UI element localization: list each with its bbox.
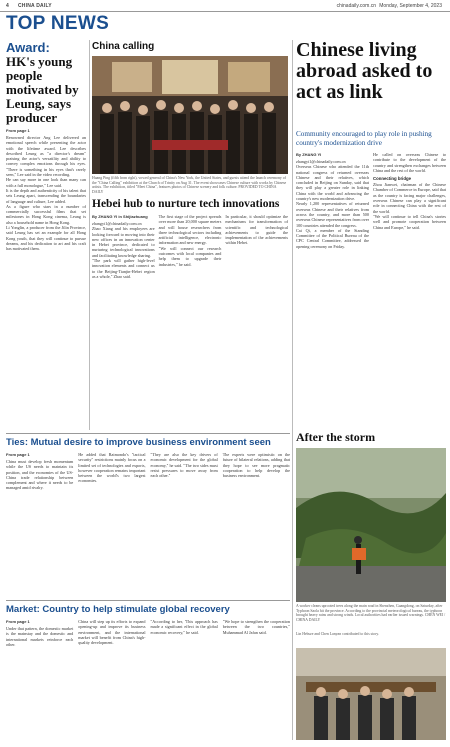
award-headline[interactable]: HK's young people motivated by Leung, says producer [6, 54, 79, 125]
award-paragraph: As a figure who stars in a number of commercially successful films that set milestones in Hong Kong cinema, Leung is also a household name in Hong Kong. [6, 203, 86, 225]
award-story [6, 40, 86, 252]
hebei-email[interactable]: zhangyi1@chinadaily.com.cn [92, 221, 142, 226]
section-rule [6, 433, 290, 434]
bottom-photo-caption: Lin Hebsze and Chen Lanyan contributed to this story. [296, 632, 379, 636]
site-url[interactable]: chinadaily.com.cn [336, 3, 376, 9]
hebei-paragraph: Zhao Xiang and his employees are looking forward to moving into their new offices in an innovation center in Hebei province, dedicated to nurturing technological innovations and facilitating knowledge sharing. [92, 226, 155, 258]
ties-paragraph: "They are also the key drivers of economic development for the global economy," he said. "The two sides must resist pressures to move away from each other." [150, 452, 218, 479]
overseas-subhead: Connecting bridge [373, 176, 411, 182]
award-byline: From page 1 [6, 128, 30, 133]
ties-paragraph: The experts were optimistic on the future of bilateral relations, adding that they hope to see more pragmatic cooperation to help develop the business environment. [222, 452, 290, 479]
overseas-headline[interactable]: Chinese living abroad asked to act as link [296, 39, 433, 103]
paper-name: CHINA DAILY [18, 3, 52, 9]
hebei-headline[interactable]: Hebei hub to nurture tech innovations [92, 198, 280, 210]
market-paragraph: "According to her, 'This approach has made a significant effect in the global economic recovery," he said. [150, 619, 218, 635]
award-paragraph: It is the depth and authenticity of his talent that sets Leung apart, transcending the boundaries of language and culture, Lee added. [6, 187, 86, 204]
after-storm-caption: A worker cleans uprooted trees along the main road in Shenzhen, Guangdong, on Saturday, after Typhoon Saola hit the province. According to the provincial meteorological bureau, the typhoon brought heavy rains and strong winds. Local authorities had earlier issued warnings. CHEN WEI / CHINA DAILY [296, 604, 446, 622]
overseas-paragraph: Overseas Chinese who attended the 11th national congress of returned overseas Chinese and their relatives, which concluded in Beijing on Sunday, said that they will play a greater role in linking China with the world and advancing the country's new modernization drive. [296, 164, 369, 202]
group-photo-illustration [92, 56, 288, 174]
hebei-paragraph: In particular, it should optimize the mechanisms for transformation of scientific and technological achievements to guide the implementation of the achievements within Hebei. [225, 214, 289, 246]
after-storm-photo[interactable] [296, 448, 446, 602]
china-calling-photo[interactable] [92, 56, 288, 174]
issue-date: Monday, September 4, 2023 [379, 3, 442, 9]
overseas-deck: Community encouraged to play role in pushing country's modernization drive [296, 130, 432, 147]
award-kicker: Award: [6, 40, 50, 55]
bottom-photo[interactable] [296, 648, 446, 740]
after-storm-tag: After the storm [296, 430, 376, 444]
hebei-paragraph: "We will connect our research outcomes with local companies and help them to upgrade their industries," he said. [158, 245, 222, 267]
china-calling-caption: Huang Ping (fifth from right), vowed general of China's New York, the United States, and guests attend the launch ceremony of the "China Calling" exhibition at the Church of Trinity on Aug 31. The event showcases Chinese culture with works by Chinese artists. The exhibition, titled "Meet China", features photos of Chinese scenery and folk culture. PROVIDED TO CHINA DAILY [92, 176, 287, 194]
conference-illustration [296, 648, 446, 740]
market-story [6, 619, 290, 647]
hebei-story [92, 214, 288, 279]
section-rule [6, 600, 290, 601]
award-paragraph: Renowned director Ang Lee delivered an emotional speech while presenting the actor with the lifetime award. Lee describes described Leung as "a director's dream" praising the actor's versatility and ability to convey complex emotions through his eyes. "There is something in his eyes that's rarely seen," Lee said in the video recording. [6, 135, 86, 178]
column-divider [89, 40, 90, 430]
overseas-paragraph: Nearly 1,200 representatives of returned overseas Chinese and their relatives from across the country, and more than 500 overseas Chinese representatives from over 100 countries attended the congress. [296, 201, 369, 228]
page-header [0, 0, 450, 12]
overseas-paragraph: "We will continue to tell China's stories well and promote cooperation between China and Europe," he said. [373, 213, 446, 230]
ties-byline: From page 1 [6, 452, 30, 457]
market-byline: From page 1 [6, 619, 30, 624]
market-headline[interactable]: Market: Country to help stimulate global recovery [6, 604, 230, 615]
overseas-paragraph: Cai Qi, a member of the Standing Committee of the Political Bureau of the CPC Central Committee, addressed the opening ceremony on Friday. [296, 227, 369, 249]
award-paragraph: He can say more in one look than many can with a full monologue," Lee said. [6, 177, 86, 188]
hebei-paragraph: "The park will gather high-level innovation elements and connect us to the Beijing-Tianjin-Hebei region as a whole," Zhao said. [92, 258, 155, 279]
storm-illustration [296, 448, 446, 602]
hebei-paragraph: The first stage of the project spreads over more than 20,000 square meters and will house researchers from three technological sectors including artificial intelligence, electronic information and new energy. [158, 214, 222, 246]
page-number: 4 [6, 3, 9, 9]
hebei-byline: By ZHANG YI in Shijiazhuang [92, 214, 148, 219]
market-paragraph: China will step up its efforts to expand opening-up and improve its business environment, and the international market will benefit from China's high-quality development. [78, 619, 146, 646]
overseas-story [296, 152, 446, 249]
ties-headline[interactable]: Ties: Mutual desire to improve business environment seen [6, 437, 271, 448]
overseas-paragraph: He called on overseas Chinese to contribute to the development of the country and strengthen exchanges between China and the rest of the world. [373, 152, 446, 173]
china-calling-tag: China calling [92, 41, 155, 52]
ties-paragraph: China must develop fresh momentum while the US needs to maintain its position, and the economies of the US-China trade relationship between complement and where it needs to be managed amid rivalry. [6, 459, 74, 491]
column-divider [292, 40, 293, 740]
ties-story [6, 452, 290, 491]
section-title: TOP NEWS [6, 13, 110, 34]
overseas-byline: By ZHANG YI [296, 152, 322, 157]
overseas-paragraph: Zhou Jianwei, chairman of the Chinese Chamber of Commerce in Europe, said that as the country is facing major challenges, overseas Chinese can play a significant role in connecting China with the rest of the world. [373, 182, 446, 214]
award-paragraph: Li Yonglin, a producer from the Jilin Province, said Leung has set an example for all Hong Kong youth, that they will continue to pursue dreams, and his dedication to art and his craft has motivated them. [6, 225, 86, 252]
overseas-email[interactable]: zhangyi1@chinadaily.com.cn [296, 159, 346, 164]
ties-paragraph: He added that Raimondo's "tactical security" restrictions mainly focus on a limited set of technologies and exports, however cooperation remains important between the world's two largest economies. [78, 452, 146, 484]
market-paragraph: "We hope to strengthen the cooperation between the two countries," Muhammad Al Jafan said. [222, 619, 290, 635]
market-paragraph: Under that pattern, the domestic market is the mainstay and the domestic and international markets reinforce each other. [6, 626, 74, 647]
